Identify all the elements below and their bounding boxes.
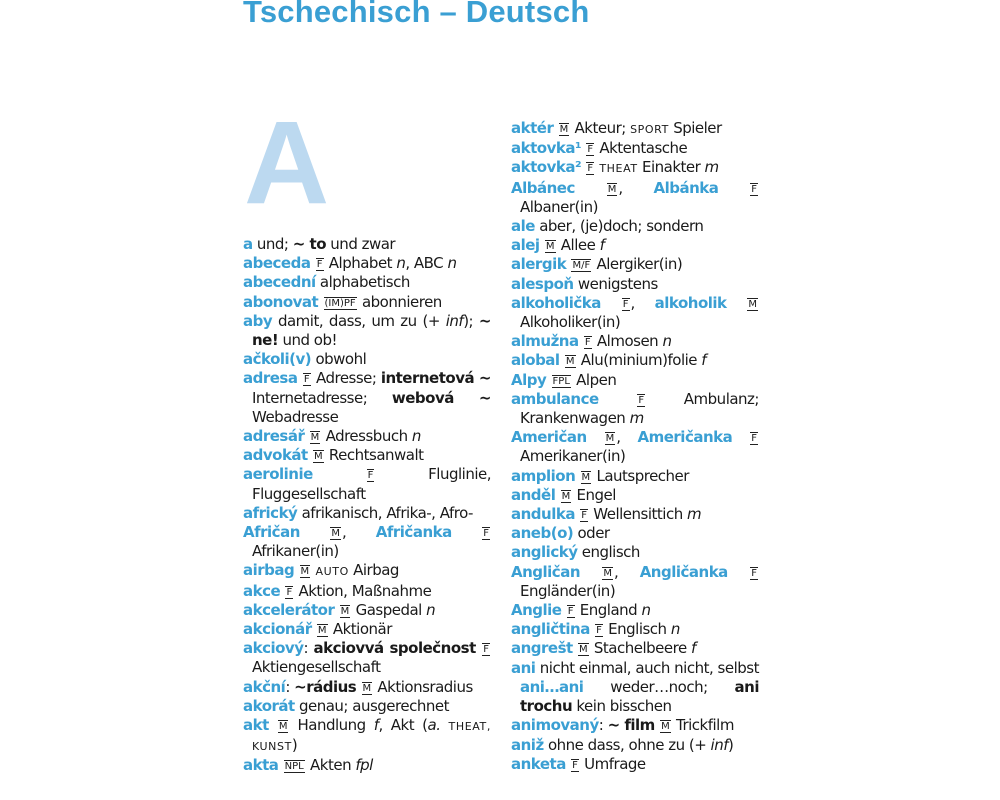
phrase: internetová ~ — [380, 369, 491, 388]
headword: Angličan — [511, 562, 581, 581]
headword: ambulance — [511, 389, 599, 408]
dictionary-entry — [511, 332, 759, 351]
grammar-tag: F — [584, 337, 591, 349]
grammar-tag: M — [561, 490, 571, 502]
entry-text: wenigstens — [573, 274, 658, 293]
headword: akt — [243, 716, 269, 735]
entry-text: obwohl — [311, 350, 367, 369]
dictionary-entry — [511, 639, 759, 658]
grammar-tag: F — [751, 183, 757, 195]
entry-text: und ob! — [278, 331, 337, 350]
entry-text: alphabetisch — [315, 273, 410, 292]
entry-text: Aktionär — [328, 620, 392, 639]
entry-text: Almosen — [592, 332, 663, 351]
entry-text: , — [342, 523, 376, 542]
entry-text: Einakter — [637, 158, 705, 177]
grammar-tag: F — [581, 510, 588, 522]
dictionary-entry — [243, 639, 491, 677]
entry-text — [308, 446, 312, 464]
headword: alkoholik — [654, 293, 727, 312]
headword: akciový — [243, 639, 304, 658]
entry-text: Lautsprecher — [592, 466, 689, 485]
entry-text — [587, 428, 604, 446]
grammar-tag: M — [300, 566, 310, 578]
entry-text: englisch — [577, 543, 640, 562]
entry-text — [318, 293, 322, 311]
entry-text: England — [575, 601, 642, 620]
italic-note: m — [704, 158, 719, 177]
dictionary-entry — [511, 467, 759, 486]
headword: aktovka² — [511, 158, 582, 177]
entry-text: Amerikaner(in) — [520, 447, 626, 466]
grammar-tag: M — [278, 721, 288, 733]
dictionary-entry — [243, 504, 491, 523]
grammar-tag: F — [572, 759, 578, 771]
dictionary-entry — [511, 179, 759, 217]
grammar-tag: F — [638, 394, 645, 406]
dictionary-entry — [243, 254, 491, 273]
phrase: ~ ne! — [252, 311, 491, 350]
entry-text — [356, 678, 360, 696]
entry-text: und; — [252, 235, 293, 253]
headword: andulka — [511, 505, 575, 524]
dictionary-entry — [511, 217, 759, 236]
section-letter: A — [244, 97, 330, 229]
phrase: ~ to — [292, 235, 327, 253]
headword: Afričan — [243, 523, 300, 542]
entry-text: ) — [291, 736, 298, 755]
headword: aby — [243, 311, 273, 330]
entry-text: Akten — [305, 756, 356, 775]
dictionary-entry — [511, 486, 759, 505]
entry-text: Aktentasche — [595, 139, 688, 158]
dictionary-entry — [511, 736, 759, 755]
headword: Alpy — [511, 370, 547, 389]
headword: Albánec — [511, 178, 575, 197]
entry-text: Webadresse — [252, 407, 339, 426]
entry-text: , ABC — [405, 254, 448, 273]
field-label: THEAT, KUNST — [252, 720, 491, 754]
headword: abonovat — [243, 292, 319, 311]
grammar-tag: M — [559, 124, 569, 135]
grammar-tag: M — [362, 682, 372, 694]
dictionary-entry — [243, 235, 491, 254]
entry-text: Internetadresse; — [252, 388, 392, 407]
column-right — [511, 119, 759, 774]
field-label: THEAT — [599, 162, 638, 176]
headword: aneb(o) — [511, 524, 574, 543]
headword: akce — [243, 581, 281, 600]
headword: Američan — [511, 428, 587, 447]
entry-text: , Akt ( — [378, 716, 428, 735]
grammar-tag: F — [483, 528, 489, 540]
grammar-tag: F — [567, 606, 574, 618]
entry-text: Aktion, Maßnahme — [294, 581, 432, 600]
entry-text: genau; ausgerechnet — [294, 696, 449, 715]
italic-note: n — [670, 620, 680, 639]
grammar-tag: F — [751, 567, 757, 579]
entry-text — [280, 582, 284, 600]
italic-note: m — [629, 409, 644, 428]
headword: ale — [511, 217, 535, 236]
entry-text: : — [285, 677, 295, 696]
entry-text: , — [616, 428, 638, 447]
grammar-tag: F — [286, 586, 293, 598]
entry-text: Akteur; — [570, 119, 631, 137]
headword: ani — [511, 658, 536, 677]
italic-note: inf — [445, 311, 464, 330]
dictionary-entry — [511, 601, 759, 620]
headword: adresář — [243, 427, 305, 446]
grammar-tag: F — [596, 625, 602, 637]
dictionary-entry — [511, 275, 759, 294]
headword: angličtina — [511, 620, 590, 639]
entry-text — [575, 179, 606, 197]
entry-text — [334, 601, 338, 619]
dictionary-entry — [243, 350, 491, 369]
entry-text: Engländer(in) — [520, 581, 616, 600]
headword: advokát — [243, 446, 308, 465]
dictionary-entry — [243, 716, 491, 756]
column-left — [243, 235, 491, 776]
dictionary-entry — [511, 543, 759, 562]
headword: akční — [243, 677, 286, 696]
headword: almužna — [511, 332, 579, 351]
phrase: ani trochu — [520, 677, 759, 716]
entry-text: Handlung — [289, 716, 374, 735]
italic-note: n — [396, 254, 406, 273]
headword: animovaný — [511, 716, 599, 735]
dictionary-entry — [511, 659, 759, 717]
italic-note: n — [426, 600, 436, 619]
headword: airbag — [243, 561, 295, 580]
entry-text: , — [630, 293, 655, 312]
dictionary-entry — [243, 446, 491, 465]
dictionary-entry — [243, 561, 491, 581]
grammar-tag: M — [579, 644, 588, 656]
dictionary-entry — [243, 523, 491, 561]
headword: angrešt — [511, 639, 573, 658]
entry-text — [718, 179, 749, 197]
italic-note: fpl — [355, 756, 373, 775]
italic-note: m — [686, 505, 702, 524]
entry-text — [728, 563, 749, 581]
headword: alergik — [511, 255, 567, 274]
entry-text — [310, 254, 314, 272]
entry-text: Aktionsradius — [373, 677, 473, 696]
dictionary-entry — [511, 428, 759, 466]
headword: anděl — [511, 485, 556, 504]
grammar-tag: M — [314, 451, 323, 463]
entry-text — [278, 756, 282, 774]
entry-text — [599, 390, 637, 408]
headword: amplion — [511, 466, 576, 485]
dictionary-entry — [511, 563, 759, 601]
phrase: akciovvá společnost — [313, 639, 476, 658]
entry-text: ohne dass, ohne zu (+ — [543, 735, 711, 754]
grammar-tag: F — [587, 163, 594, 175]
headword: abeceda — [243, 254, 311, 273]
dictionary-entry — [243, 273, 491, 292]
entry-text: Englisch — [603, 620, 671, 639]
dictionary-entry — [243, 369, 491, 427]
italic-note: n — [662, 332, 672, 351]
italic-note: n — [447, 254, 457, 273]
dictionary-entry — [511, 255, 759, 274]
dictionary-entry — [511, 351, 759, 370]
grammar-tag: M — [603, 567, 613, 579]
headword: alkoholička — [511, 293, 601, 312]
headword: akcionář — [243, 620, 312, 639]
dictionary-entry — [511, 236, 759, 255]
grammar-tag: M — [340, 605, 350, 617]
dictionary-entry — [243, 312, 491, 350]
headword: akcelerátor — [243, 600, 335, 619]
grammar-tag: NPL — [284, 761, 304, 773]
entry-text: Allee — [556, 236, 600, 255]
entry-text: Alu(minium)folie — [576, 351, 702, 370]
entry-text: : — [303, 639, 314, 658]
grammar-tag: M — [545, 241, 555, 253]
entry-text: Fluglinie, Fluggesellschaft — [252, 465, 491, 503]
dictionary-entry — [511, 390, 759, 428]
grammar-tag: M — [331, 528, 340, 540]
grammar-tag: (IM)PF — [324, 297, 356, 309]
italic-note: n — [411, 427, 421, 446]
italic-note: f — [599, 236, 605, 255]
headword: aktér — [511, 119, 554, 137]
headword: abecední — [243, 273, 316, 292]
entry-text: Stachelbeere — [589, 639, 691, 658]
entry-text — [297, 369, 301, 387]
entry-text: und zwar — [326, 235, 396, 253]
dictionary-entry — [511, 505, 759, 524]
entry-text — [313, 465, 366, 483]
entry-text: Alkoholiker(in) — [520, 313, 621, 332]
entry-text — [732, 428, 749, 446]
entry-text — [575, 505, 579, 523]
dictionary-entry — [511, 158, 759, 178]
grammar-tag: FPL — [552, 375, 570, 387]
grammar-tag: M — [607, 183, 617, 195]
entry-text — [581, 139, 585, 157]
dictionary-entry — [243, 601, 491, 620]
headword: akta — [243, 756, 279, 775]
phrase: webová ~ — [391, 388, 491, 407]
entry-text — [573, 639, 577, 657]
entry-text: ) — [728, 735, 734, 754]
grammar-tag: F — [587, 144, 594, 156]
entry-text: Alphabet — [324, 254, 397, 273]
dictionary-entry — [511, 371, 759, 390]
grammar-tag: F — [367, 470, 374, 482]
entry-text — [580, 563, 601, 581]
entry-text — [590, 620, 594, 638]
entry-text — [440, 716, 448, 734]
entry-text: ); — [463, 311, 479, 330]
entry-text: oder — [573, 524, 610, 543]
dictionary-entry — [511, 620, 759, 639]
page-title: Tschechisch – Deutsch — [243, 0, 590, 29]
phrase: ~rádius — [294, 677, 357, 696]
entry-text: , — [614, 562, 640, 581]
entry-text: Wellensittich — [589, 505, 687, 524]
grammar-tag: F — [316, 259, 323, 271]
dictionary-entry — [243, 620, 491, 639]
headword: aniž — [511, 735, 544, 754]
dictionary-entry — [511, 524, 759, 543]
grammar-tag: M — [581, 471, 591, 483]
entry-text: nicht einmal, auch nicht, selbst — [535, 658, 759, 677]
headword: anglický — [511, 543, 578, 562]
entry-text: kein bisschen — [572, 697, 672, 716]
entry-text — [300, 523, 329, 541]
headword: aktovka¹ — [511, 139, 582, 158]
grammar-tag: M/F — [572, 260, 591, 272]
dictionary-entry — [243, 697, 491, 716]
italic-note: f — [373, 716, 379, 735]
entry-text — [581, 158, 585, 176]
entry-text: Aktiengesellschaft — [252, 658, 381, 677]
entry-text: afrikanisch, Afrika-, Afro- — [297, 503, 473, 522]
entry-text: damit, dass, um zu (+ — [272, 311, 446, 330]
grammar-tag: M — [748, 298, 757, 310]
entry-text — [566, 755, 570, 773]
entry-text — [312, 620, 316, 638]
headword: ačkoli(v) — [243, 350, 312, 369]
headword: anketa — [511, 754, 566, 773]
entry-text — [269, 716, 277, 734]
headword: Anglie — [511, 601, 562, 620]
entry-text: : — [598, 716, 608, 735]
grammar-tag: F — [483, 644, 489, 656]
italic-note: f — [690, 639, 696, 658]
headword: Afričanka — [375, 523, 452, 542]
headword: akorát — [243, 696, 295, 715]
dictionary-entry — [243, 293, 491, 312]
entry-text — [553, 119, 557, 137]
field-label: SPORT — [630, 123, 669, 136]
entry-text — [575, 467, 579, 485]
entry-text — [294, 561, 298, 579]
dictionary-entry — [243, 678, 491, 697]
dictionary-entry — [243, 582, 491, 601]
grammar-tag: M — [565, 356, 575, 368]
grammar-tag: F — [622, 298, 629, 310]
headword: a — [243, 235, 253, 253]
entry-text: aber, (je)doch; sondern — [534, 217, 704, 236]
headword: Američanka — [637, 428, 733, 447]
grammar-tag: M — [317, 625, 327, 637]
entry-text: Gaspedal — [351, 600, 427, 619]
entry-text — [540, 236, 544, 254]
italic-note: f — [701, 351, 707, 370]
entry-text — [727, 294, 747, 312]
entry-text: Engel — [572, 485, 616, 504]
dictionary-entry — [243, 465, 491, 503]
entry-text — [304, 427, 308, 445]
entry-text — [555, 486, 559, 504]
grammar-tag: M — [605, 433, 615, 445]
grammar-tag: F — [303, 374, 310, 386]
entry-text — [546, 371, 550, 389]
entry-text: Spieler — [668, 119, 722, 137]
entry-text — [655, 716, 659, 734]
entry-text: Trickfilm — [671, 716, 734, 735]
headword: aerolinie — [243, 465, 313, 484]
dictionary-entry — [511, 755, 759, 774]
headword: ani…ani — [520, 677, 584, 696]
headword: Albánka — [653, 178, 719, 197]
entry-text: Afrikaner(in) — [252, 542, 339, 561]
entry-text: abonnieren — [357, 292, 442, 311]
grammar-tag: M — [310, 432, 320, 444]
entry-text: Rechtsanwalt — [324, 446, 424, 465]
headword: adresa — [243, 369, 298, 388]
entry-text: Alpen — [571, 370, 617, 389]
entry-text — [452, 523, 481, 541]
italic-note: n — [641, 601, 651, 620]
entry-text — [476, 639, 481, 657]
entry-text: Umfrage — [579, 754, 646, 773]
entry-text: weder…noch; — [583, 677, 735, 696]
headword: alespoň — [511, 274, 574, 293]
entry-text: Adresse; — [311, 369, 381, 388]
entry-text: Ambulanz; Krankenwagen — [520, 389, 759, 428]
entry-text: Adressbuch — [321, 427, 412, 446]
entry-text: Albaner(in) — [520, 197, 598, 216]
headword: alobal — [511, 351, 560, 370]
dictionary-entry — [511, 716, 759, 735]
italic-note: inf — [710, 735, 729, 754]
entry-text: , — [618, 178, 654, 197]
headword: Angličanka — [639, 562, 728, 581]
entry-text — [561, 601, 565, 619]
dictionary-entry — [511, 139, 759, 158]
entry-text — [601, 294, 621, 312]
dictionary-entry — [243, 756, 491, 775]
phrase: ~ film — [607, 716, 655, 735]
entry-text — [560, 351, 564, 369]
dictionary-entry — [511, 119, 759, 139]
grammar-tag: M — [661, 721, 670, 733]
headword: alej — [511, 236, 540, 255]
italic-note: a. — [427, 716, 441, 735]
dictionary-entry — [243, 427, 491, 446]
entry-text — [579, 332, 583, 350]
grammar-tag: F — [751, 433, 757, 445]
field-label: AUTO — [315, 565, 349, 579]
entry-text — [566, 255, 570, 273]
dictionary-entry — [511, 294, 759, 332]
entry-text: Alergiker(in) — [592, 255, 683, 274]
entry-text: Airbag — [348, 561, 399, 580]
headword: africký — [243, 503, 298, 522]
